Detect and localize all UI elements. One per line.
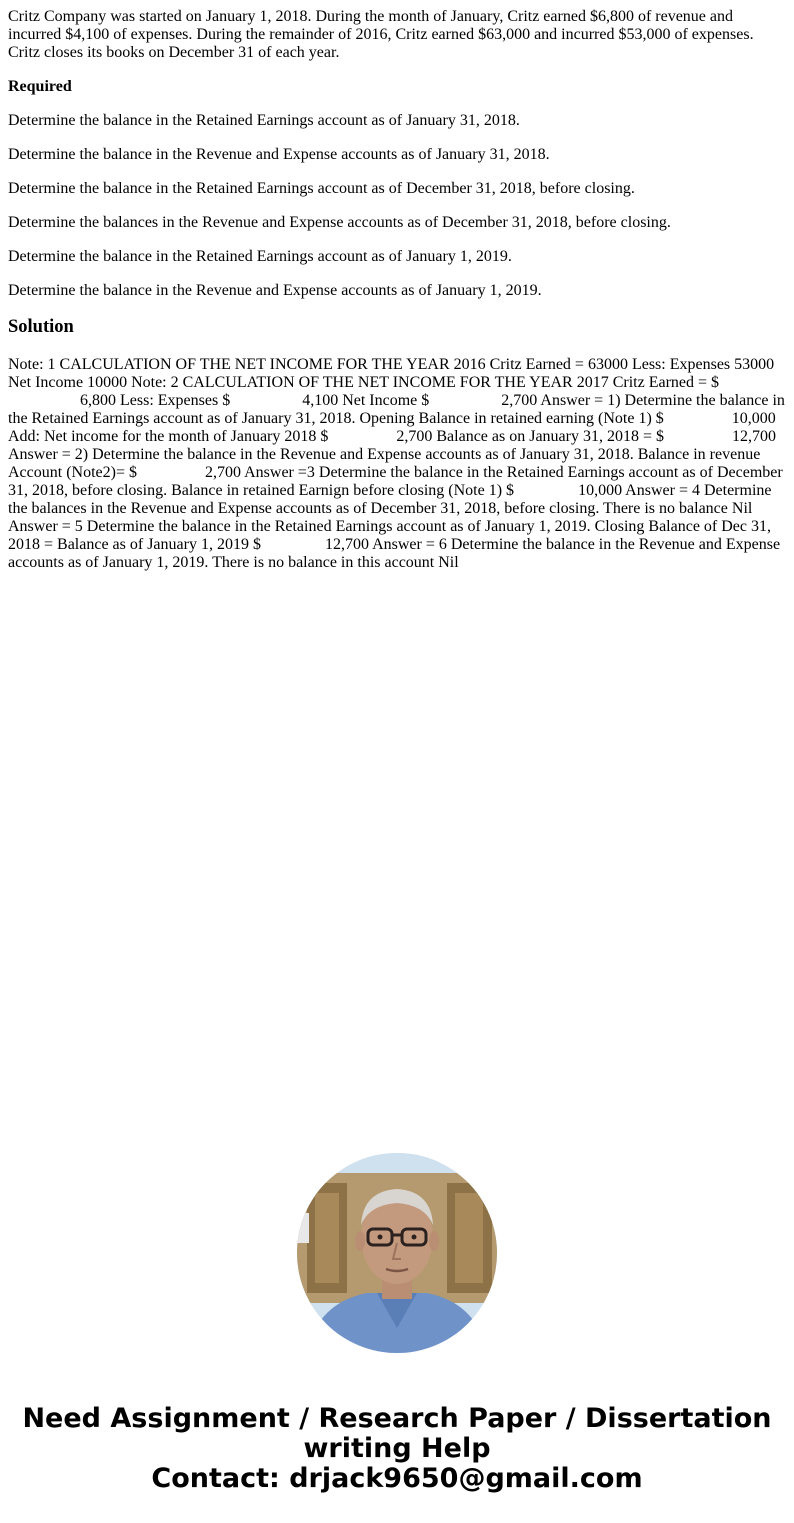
solution-part-10: 12,700 Answer = 6 Determine the balance in the Revenue and Expense accounts as of January 1, 2019. There is no balance in this account Nil [8, 536, 781, 571]
solution-part-6: 2,700 Balance as on January 31, 2018 = $ [396, 428, 665, 445]
promo-contact[interactable]: Contact: drjack9650@gmail.com [151, 1463, 643, 1494]
solution-part-9: 10,000 Answer = 4 Determine the balances in the Revenue and Expense accounts as of December 31, 2018, before closing. There is no balance Nil Answer = 5 Determine the balance in the Retained Earnings account as of January 1, 2019. Closing Balance of Dec 31, 2018 = Balance as of January 1, 2019 $ [8, 482, 772, 553]
promo-line-2: writing Help [303, 1433, 491, 1464]
required-heading: Required [8, 78, 72, 95]
solution-part-2: 6,800 Less: Expenses $ [80, 392, 231, 409]
question-intro: Critz Company was started on January 1, 2018. During the month of January, Critz earned $6,800 of revenue and incurred $4,100 of expenses. During the remainder of 2016, Critz earned $63,000 and incurred $53,000 of expenses. Critz closes its books on December 31 of each year. [8, 8, 754, 61]
required-item-2: Determine the balance in the Revenue and Expense accounts as of January 31, 2018. [8, 146, 550, 163]
required-item-1: Determine the balance in the Retained Earnings account as of January 31, 2018. [8, 112, 520, 129]
solution-part-7: 12,700 Answer = 2) Determine the balance in the Revenue and Expense accounts as of January 31, 2018. Balance in revenue Account (Note2)= $ [8, 428, 777, 481]
required-item-6: Determine the balance in the Revenue and Expense accounts as of January 1, 2019. [8, 282, 542, 299]
required-item-5: Determine the balance in the Retained Earnings account as of January 1, 2019. [8, 248, 512, 265]
solution-part-1: Note: 1 CALCULATION OF THE NET INCOME FOR THE YEAR 2016 Critz Earned = 63000 Less: Expenses 53000 Net Income 10000 Note: 2 CALCULATION OF THE NET INCOME FOR THE YEAR 2017 Critz Earned = $ [8, 356, 775, 391]
solution-part-8: 2,700 Answer =3 Determine the balance in the Retained Earnings account as of December 31, 2018, before closing. Balance in retained Earnign before closing (Note 1) $ [8, 464, 783, 499]
solution-part-4: 2,700 Answer = 1) Determine the balance in the Retained Earnings account as of January 31, 2018. Opening Balance in retained earning (Note 1) $ [8, 392, 785, 427]
solution-heading: Solution [8, 317, 74, 337]
solution-part-5: 10,000 Add: Net income for the month of January 2018 $ [8, 410, 776, 445]
document-body [0, 0, 794, 572]
tutor-portrait-icon [297, 1153, 497, 1353]
solution-part-3: 4,100 Net Income $ [302, 392, 430, 409]
promo-banner [0, 1404, 794, 1494]
required-item-4: Determine the balances in the Revenue and Expense accounts as of December 31, 2018, before closing. [8, 214, 671, 231]
solution-text [8, 356, 786, 572]
required-item-3: Determine the balance in the Retained Earnings account as of December 31, 2018, before closing. [8, 180, 635, 197]
avatar [297, 1153, 497, 1353]
promo-line-1: Need Assignment / Research Paper / Dissertation [22, 1403, 772, 1434]
